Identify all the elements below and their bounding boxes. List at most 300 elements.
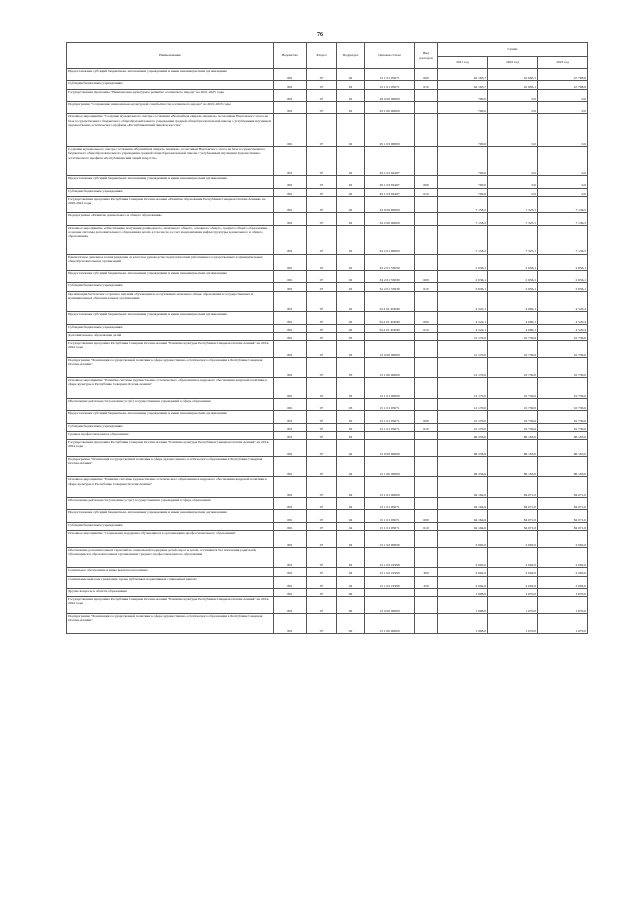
row-subsection: 02 bbox=[337, 312, 365, 324]
row-name: Государственная программа Республики Северная Осетия-Алания "Развитие культуры Республики Северная Осетия-Алания" на 2014-2024 годы bbox=[67, 341, 274, 358]
row-amount-2023: 7 136,5 bbox=[538, 213, 588, 225]
row-target: 15 1 01 00000 bbox=[365, 477, 415, 498]
row-exp-type bbox=[415, 588, 438, 596]
table-row bbox=[67, 613, 588, 634]
row-name: Подпрограмма "Реализация государственной политики в сфере художественно-эстетического образования в Республике Северная Осетия-Алания" bbox=[67, 456, 274, 477]
row-amount-2023: 10 730,0 bbox=[538, 423, 588, 431]
row-dept: 801 bbox=[274, 588, 307, 596]
table-row bbox=[67, 176, 588, 188]
row-amount-2023: 2 092,0 bbox=[538, 568, 588, 576]
row-exp-type bbox=[415, 196, 438, 213]
row-dept: 801 bbox=[274, 114, 307, 147]
row-dept: 801 bbox=[274, 176, 307, 188]
row-amount-2023: 10 730,0 bbox=[538, 378, 588, 399]
row-subsection: 09 bbox=[337, 597, 365, 614]
row-target: 29 1 03 00000 bbox=[365, 114, 415, 147]
budget-table bbox=[66, 42, 588, 634]
row-amount-2023: 84 071,0 bbox=[538, 498, 588, 510]
row-amount-2022: 45 685,1 bbox=[488, 81, 538, 89]
row-amount-2022: 1 670,0 bbox=[488, 613, 538, 634]
row-amount-2022: 2 092,0 bbox=[488, 531, 538, 548]
row-exp-type: 320 bbox=[415, 576, 438, 588]
header-section: Раздел bbox=[307, 43, 337, 69]
row-name: Обеспечение деятельности (оказание услуг) государственных учреждений в сфере образования bbox=[67, 498, 274, 510]
row-name: Подпрограмма "Сохранение национально-культурной самобытности осетинского народа" на 2021-2025 годы bbox=[67, 102, 274, 114]
row-amount-2023: 10 730,0 bbox=[538, 357, 588, 378]
row-amount-2022: 10 730,0 bbox=[488, 341, 538, 358]
row-dept: 801 bbox=[274, 398, 307, 410]
row-section: 07 bbox=[307, 547, 337, 568]
row-section: 07 bbox=[307, 398, 337, 410]
row-dept: 801 bbox=[274, 498, 307, 510]
row-amount-2023: 2 092,0 bbox=[538, 531, 588, 548]
row-amount-2023: 1 670,0 bbox=[538, 613, 588, 634]
row-target: 34 0 00 00000 bbox=[365, 196, 415, 213]
row-exp-type bbox=[415, 477, 438, 498]
table-row bbox=[67, 312, 588, 324]
row-dept: 801 bbox=[274, 81, 307, 89]
row-subsection: 02 bbox=[337, 225, 365, 254]
row-amount-2021: 2 092,0 bbox=[438, 576, 488, 588]
table-row bbox=[67, 411, 588, 423]
row-amount-2022: 7 325,1 bbox=[488, 225, 538, 254]
row-section: 07 bbox=[307, 213, 337, 225]
row-name: Субсидии бюджетным учреждениям bbox=[67, 423, 274, 431]
table-row bbox=[67, 547, 588, 568]
row-section: 07 bbox=[307, 477, 337, 498]
row-target: 34 2 01 R3040 bbox=[365, 324, 415, 332]
row-exp-type bbox=[415, 398, 438, 410]
row-exp-type bbox=[415, 440, 438, 457]
table-row bbox=[67, 225, 588, 254]
row-subsection: 04 bbox=[337, 477, 365, 498]
table-row bbox=[67, 69, 588, 81]
row-amount-2022: 7 325,1 bbox=[488, 213, 538, 225]
row-name: Социальное обеспечение и иные выплаты населению bbox=[67, 568, 274, 576]
row-target: 34 2 01 53030 bbox=[365, 254, 415, 271]
row-amount-2023: 84 071,0 bbox=[538, 510, 588, 522]
row-section: 07 bbox=[307, 423, 337, 431]
row-target: 15 1 01 05071 bbox=[365, 398, 415, 410]
row-section: 07 bbox=[307, 283, 337, 291]
row-target: 15 1 01 00000 bbox=[365, 378, 415, 399]
row-dept: 801 bbox=[274, 411, 307, 423]
row-amount-2022: 0,0 bbox=[488, 147, 538, 176]
row-amount-2023: 0,0 bbox=[538, 89, 588, 101]
row-name: Другие вопросы в области образования bbox=[67, 588, 274, 596]
table-row bbox=[67, 324, 588, 332]
row-amount-2022: 45 685,1 bbox=[488, 69, 538, 81]
row-target bbox=[365, 432, 415, 440]
row-dept: 801 bbox=[274, 568, 307, 576]
row-dept: 801 bbox=[274, 188, 307, 196]
row-section: 07 bbox=[307, 69, 337, 81]
row-amount-2022: 10 730,0 bbox=[488, 333, 538, 341]
row-exp-type: 610 bbox=[415, 423, 438, 431]
row-dept: 801 bbox=[274, 531, 307, 548]
row-subsection: 09 bbox=[337, 588, 365, 596]
row-amount-2021: 94 164,6 bbox=[438, 522, 488, 530]
row-dept: 801 bbox=[274, 271, 307, 283]
row-amount-2023: 4 520,4 bbox=[538, 312, 588, 324]
row-amount-2022: 4 669,1 bbox=[488, 312, 538, 324]
row-target: 15 1 00 00000 bbox=[365, 357, 415, 378]
row-target: 15 1 01 05071 bbox=[365, 522, 415, 530]
row-section: 07 bbox=[307, 357, 337, 378]
row-amount-2021: 700,0 bbox=[438, 114, 488, 147]
row-dept: 801 bbox=[274, 333, 307, 341]
row-section: 07 bbox=[307, 225, 337, 254]
row-section: 07 bbox=[307, 291, 337, 312]
table-row bbox=[67, 498, 588, 510]
row-amount-2021: 12 170,0 bbox=[438, 398, 488, 410]
row-name: Субсидии бюджетным учреждениям bbox=[67, 81, 274, 89]
row-amount-2021: 96 256,6 bbox=[438, 440, 488, 457]
header-exp-type: Вид расходов bbox=[415, 43, 438, 69]
row-amount-2021: 62 163,7 bbox=[438, 69, 488, 81]
row-amount-2022: 0,0 bbox=[488, 89, 538, 101]
table-row bbox=[67, 510, 588, 522]
table-row bbox=[67, 531, 588, 548]
row-amount-2021: 12 170,0 bbox=[438, 378, 488, 399]
row-subsection: 03 bbox=[337, 378, 365, 399]
table-body bbox=[67, 69, 588, 634]
row-amount-2022: 84 071,0 bbox=[488, 510, 538, 522]
row-target: 15 1 01 05071 bbox=[365, 81, 415, 89]
row-amount-2021: 4 522,1 bbox=[438, 312, 488, 324]
row-amount-2023: 2 092,0 bbox=[538, 547, 588, 568]
row-dept: 801 bbox=[274, 69, 307, 81]
row-section: 07 bbox=[307, 254, 337, 271]
row-amount-2023: 10 730,0 bbox=[538, 341, 588, 358]
row-name: Основное мероприятие "Создание музыкального смотра-состязания «Волшебная свирель Ацамаза» по мотивам Нартовского эпоса на базе государственного бюджетного общеобразовательного учреждения средней общеобразовательной школы с углубленным изучением художественно-эстетического профиля «Республиканский лицей искусств»" bbox=[67, 114, 274, 147]
row-amount-2023: 0,0 bbox=[538, 176, 588, 188]
table-row bbox=[67, 522, 588, 530]
row-amount-2021: 700,0 bbox=[438, 102, 488, 114]
row-target: 15 0 00 00000 bbox=[365, 597, 415, 614]
row-exp-type: 600 bbox=[415, 411, 438, 423]
row-exp-type bbox=[415, 333, 438, 341]
row-amount-2022: 10 730,0 bbox=[488, 398, 538, 410]
row-dept: 801 bbox=[274, 196, 307, 213]
row-target: 15 1 02 21990 bbox=[365, 547, 415, 568]
row-amount-2023: 4 520,4 bbox=[538, 291, 588, 312]
row-target: 29 1 03 02497 bbox=[365, 147, 415, 176]
row-section: 07 bbox=[307, 333, 337, 341]
row-section: 07 bbox=[307, 576, 337, 588]
row-subsection: 04 bbox=[337, 510, 365, 522]
row-dept: 801 bbox=[274, 576, 307, 588]
row-amount-2021: 62 163,7 bbox=[438, 81, 488, 89]
row-subsection: 02 bbox=[337, 324, 365, 332]
row-name: Среднее профессиональное образование bbox=[67, 432, 274, 440]
row-subsection: 04 bbox=[337, 456, 365, 477]
row-exp-type bbox=[415, 213, 438, 225]
row-dept: 801 bbox=[274, 613, 307, 634]
row-section: 07 bbox=[307, 271, 337, 283]
header-year-2023: 2023 год bbox=[538, 57, 588, 69]
row-subsection: 03 bbox=[337, 398, 365, 410]
row-exp-type bbox=[415, 147, 438, 176]
row-amount-2022: 84 071,0 bbox=[488, 477, 538, 498]
row-amount-2022: 86 163,0 bbox=[488, 440, 538, 457]
row-section: 07 bbox=[307, 588, 337, 596]
row-amount-2021: 12 170,0 bbox=[438, 357, 488, 378]
row-exp-type bbox=[415, 225, 438, 254]
row-exp-type: 610 bbox=[415, 188, 438, 196]
row-amount-2023: 7 136,5 bbox=[538, 196, 588, 213]
row-amount-2022: 2 656,1 bbox=[488, 254, 538, 271]
row-subsection: 04 bbox=[337, 576, 365, 588]
row-exp-type: 610 bbox=[415, 324, 438, 332]
row-target: 34 2 01 00000 bbox=[365, 225, 415, 254]
row-amount-2023: 10 730,0 bbox=[538, 411, 588, 423]
row-amount-2023: 2 656,1 bbox=[538, 254, 588, 271]
row-exp-type bbox=[415, 498, 438, 510]
row-subsection: 04 bbox=[337, 522, 365, 530]
row-amount-2021: 94 164,6 bbox=[438, 498, 488, 510]
row-exp-type: 610 bbox=[415, 81, 438, 89]
row-name: Организация бесплатного горячего питания обучающихся, получающих начальное общее образование в государственных и муниципальных образовательных организациях bbox=[67, 291, 274, 312]
row-dept: 801 bbox=[274, 147, 307, 176]
row-dept: 801 bbox=[274, 291, 307, 312]
row-exp-type bbox=[415, 341, 438, 358]
row-target: 15 1 02 21990 bbox=[365, 576, 415, 588]
row-subsection: 02 bbox=[337, 176, 365, 188]
row-dept: 801 bbox=[274, 477, 307, 498]
row-amount-2022: 7 325,1 bbox=[488, 196, 538, 213]
table-row bbox=[67, 114, 588, 147]
row-amount-2022: 0,0 bbox=[488, 114, 538, 147]
row-target: 29 0 00 00000 bbox=[365, 89, 415, 101]
row-amount-2023: 86 163,0 bbox=[538, 440, 588, 457]
row-target: 34 2 01 53030 bbox=[365, 283, 415, 291]
row-dept: 801 bbox=[274, 283, 307, 291]
table-row bbox=[67, 188, 588, 196]
row-name: Создание музыкального смотра-состязания «Волшебная свирель Ацамаза» по мотивам Нартовского эпоса на базе государственного бюджетного общеобразовательного учреждения средней общеобразовательной школы с углубленным изучением художественно-эстетического профиля «Республиканский лицей искусств» bbox=[67, 147, 274, 176]
row-amount-2023: 7 136,5 bbox=[538, 225, 588, 254]
row-amount-2021: 2 092,0 bbox=[438, 531, 488, 548]
row-exp-type: 610 bbox=[415, 283, 438, 291]
table-row bbox=[67, 477, 588, 498]
row-section: 07 bbox=[307, 114, 337, 147]
row-exp-type: 600 bbox=[415, 271, 438, 283]
row-amount-2022: 84 071,0 bbox=[488, 498, 538, 510]
row-exp-type: 600 bbox=[415, 312, 438, 324]
row-name: Субсидии бюджетным учреждениям bbox=[67, 283, 274, 291]
row-amount-2023: 10 730,0 bbox=[538, 333, 588, 341]
row-section: 07 bbox=[307, 568, 337, 576]
table-row bbox=[67, 456, 588, 477]
row-name: Подпрограмма «Развитие дошкольного и общего образования» bbox=[67, 213, 274, 225]
row-subsection: 03 bbox=[337, 357, 365, 378]
table-row bbox=[67, 147, 588, 176]
table-row bbox=[67, 423, 588, 431]
row-exp-type bbox=[415, 456, 438, 477]
row-amount-2021: 700,0 bbox=[438, 89, 488, 101]
row-subsection: 09 bbox=[337, 613, 365, 634]
row-subsection: 04 bbox=[337, 547, 365, 568]
row-target: 29 1 00 00000 bbox=[365, 102, 415, 114]
table-row bbox=[67, 102, 588, 114]
row-name: Обеспечение деятельности (оказание услуг) государственных учреждений в сфере образования bbox=[67, 398, 274, 410]
table-row bbox=[67, 341, 588, 358]
table-row bbox=[67, 89, 588, 101]
row-dept: 801 bbox=[274, 432, 307, 440]
row-dept: 801 bbox=[274, 378, 307, 399]
row-amount-2023: 1 670,0 bbox=[538, 588, 588, 596]
row-name: Субсидии бюджетным учреждениям bbox=[67, 522, 274, 530]
row-section: 07 bbox=[307, 324, 337, 332]
table-row bbox=[67, 333, 588, 341]
row-name: Предоставление субсидий бюджетным, автономным учреждениям и иным некоммерческим организациям bbox=[67, 271, 274, 283]
row-amount-2022: 2 656,1 bbox=[488, 271, 538, 283]
table-row bbox=[67, 576, 588, 588]
row-amount-2021: 1 998,0 bbox=[438, 613, 488, 634]
row-name: Дополнительное образование детей bbox=[67, 333, 274, 341]
row-section: 07 bbox=[307, 188, 337, 196]
row-subsection: 02 bbox=[337, 89, 365, 101]
row-amount-2023: 47 788,8 bbox=[538, 69, 588, 81]
row-name: Предоставление субсидий бюджетным, автономным учреждениям и иным некоммерческим организациям bbox=[67, 411, 274, 423]
row-subsection: 04 bbox=[337, 531, 365, 548]
row-exp-type bbox=[415, 291, 438, 312]
row-amount-2022: 10 730,0 bbox=[488, 423, 538, 431]
row-amount-2021: 7 158,2 bbox=[438, 213, 488, 225]
row-name: Основное мероприятие "Развитие системы художественно-эстетического образования и кадрового обеспечения кадровой политики в сфере культуры в Республике Северная Осетия-Алания" bbox=[67, 378, 274, 399]
row-subsection: 02 bbox=[337, 271, 365, 283]
row-section: 07 bbox=[307, 411, 337, 423]
row-subsection: 04 bbox=[337, 498, 365, 510]
row-section: 07 bbox=[307, 89, 337, 101]
row-name: Государственная программа Республики Северная Осетия-Алания "Развитие культуры Республики Северная Осетия-Алания" на 2014-2024 годы bbox=[67, 597, 274, 614]
row-amount-2021: 4 522,1 bbox=[438, 291, 488, 312]
row-section: 07 bbox=[307, 510, 337, 522]
row-amount-2021: 700,0 bbox=[438, 188, 488, 196]
row-dept: 801 bbox=[274, 440, 307, 457]
row-dept: 801 bbox=[274, 357, 307, 378]
header-year-2021: 2021 год bbox=[438, 57, 488, 69]
row-amount-2023: 86 163,0 bbox=[538, 456, 588, 477]
row-subsection: 04 bbox=[337, 440, 365, 457]
row-exp-type bbox=[415, 613, 438, 634]
row-name: Субсидии бюджетным учреждениям bbox=[67, 324, 274, 332]
row-amount-2022: 0,0 bbox=[488, 102, 538, 114]
row-section: 07 bbox=[307, 440, 337, 457]
row-subsection: 04 bbox=[337, 568, 365, 576]
row-amount-2023: 84 071,0 bbox=[538, 522, 588, 530]
row-amount-2021: 700,0 bbox=[438, 147, 488, 176]
row-target: 29 1 03 02497 bbox=[365, 176, 415, 188]
row-name: Основное мероприятие "Развитие системы художественно-эстетического образования и кадрового обеспечения кадровой политики в сфере культуры в Республике Северная Осетия-Алания" bbox=[67, 477, 274, 498]
table-row bbox=[67, 81, 588, 89]
row-amount-2022: 2 656,1 bbox=[488, 283, 538, 291]
row-section: 07 bbox=[307, 432, 337, 440]
row-target: 15 1 01 05071 bbox=[365, 510, 415, 522]
row-section: 07 bbox=[307, 341, 337, 358]
row-section: 07 bbox=[307, 456, 337, 477]
row-target: 15 1 01 05071 bbox=[365, 69, 415, 81]
header-target: Целевая статья bbox=[365, 43, 415, 69]
row-amount-2021: 1 998,0 bbox=[438, 588, 488, 596]
row-amount-2023: 0,0 bbox=[538, 114, 588, 147]
row-amount-2021: 12 170,0 bbox=[438, 333, 488, 341]
row-subsection: 02 bbox=[337, 114, 365, 147]
table-row bbox=[67, 588, 588, 596]
row-target: 34 2 01 R3040 bbox=[365, 312, 415, 324]
header-year-2022: 2022 год bbox=[488, 57, 538, 69]
row-name: Предоставление субсидий бюджетным, автономным учреждениям и иным некоммерческим организациям bbox=[67, 69, 274, 81]
page-number: 76 bbox=[317, 32, 323, 38]
header-dept: Ведомство bbox=[274, 43, 307, 69]
row-target: 34 2 01 53030 bbox=[365, 271, 415, 283]
row-amount-2021: 4 522,1 bbox=[438, 324, 488, 332]
row-dept: 801 bbox=[274, 510, 307, 522]
table-row bbox=[67, 440, 588, 457]
row-subsection: 03 bbox=[337, 411, 365, 423]
row-exp-type bbox=[415, 114, 438, 147]
row-amount-2023: 1 670,0 bbox=[538, 597, 588, 614]
row-amount-2022: 0,0 bbox=[488, 188, 538, 196]
row-exp-type: 600 bbox=[415, 69, 438, 81]
row-name: Основное мероприятие "Социальная поддержка обучающихся в организациях профессионального образования" bbox=[67, 531, 274, 548]
row-section: 07 bbox=[307, 147, 337, 176]
row-dept: 801 bbox=[274, 324, 307, 332]
row-subsection: 03 bbox=[337, 341, 365, 358]
row-dept: 801 bbox=[274, 423, 307, 431]
row-target: 15 1 02 21990 bbox=[365, 568, 415, 576]
row-amount-2022: 1 670,0 bbox=[488, 597, 538, 614]
table-row bbox=[67, 597, 588, 614]
row-name: Государственная программа Республики Северная Осетия-Алания «Развитие образования Республики Северная Осетия-Алания» на 2020-2024 годы bbox=[67, 196, 274, 213]
row-exp-type: 610 bbox=[415, 522, 438, 530]
row-amount-2022: 10 730,0 bbox=[488, 411, 538, 423]
row-amount-2023: 2 656,1 bbox=[538, 271, 588, 283]
row-subsection: 04 bbox=[337, 432, 365, 440]
row-exp-type: 600 bbox=[415, 510, 438, 522]
row-section: 07 bbox=[307, 378, 337, 399]
row-subsection: 02 bbox=[337, 254, 365, 271]
row-subsection: 02 bbox=[337, 291, 365, 312]
row-target: 15 1 01 05071 bbox=[365, 423, 415, 431]
row-exp-type bbox=[415, 254, 438, 271]
row-exp-type bbox=[415, 357, 438, 378]
row-exp-type bbox=[415, 378, 438, 399]
row-dept: 801 bbox=[274, 102, 307, 114]
table-row bbox=[67, 254, 588, 271]
row-amount-2021: 2 636,1 bbox=[438, 271, 488, 283]
row-exp-type bbox=[415, 432, 438, 440]
row-dept: 801 bbox=[274, 213, 307, 225]
header-subsection: Подраздел bbox=[337, 43, 365, 69]
row-section: 07 bbox=[307, 176, 337, 188]
row-exp-type bbox=[415, 597, 438, 614]
row-section: 07 bbox=[307, 81, 337, 89]
row-section: 07 bbox=[307, 498, 337, 510]
row-amount-2021: 96 256,6 bbox=[438, 456, 488, 477]
row-dept: 801 bbox=[274, 312, 307, 324]
row-subsection: 02 bbox=[337, 213, 365, 225]
row-exp-type bbox=[415, 547, 438, 568]
row-dept: 801 bbox=[274, 89, 307, 101]
row-name: Ежемесячное денежное вознаграждение за классное руководство педагогическим работникам государственных и муниципальных общеобразовательных организаций bbox=[67, 254, 274, 271]
row-name: Субсидии бюджетным учреждениям bbox=[67, 188, 274, 196]
row-amount-2023: 86 163,0 bbox=[538, 432, 588, 440]
row-target: 15 0 00 00000 bbox=[365, 341, 415, 358]
row-amount-2023: 0,0 bbox=[538, 102, 588, 114]
row-dept: 801 bbox=[274, 547, 307, 568]
header-name: Наименование bbox=[67, 43, 274, 69]
